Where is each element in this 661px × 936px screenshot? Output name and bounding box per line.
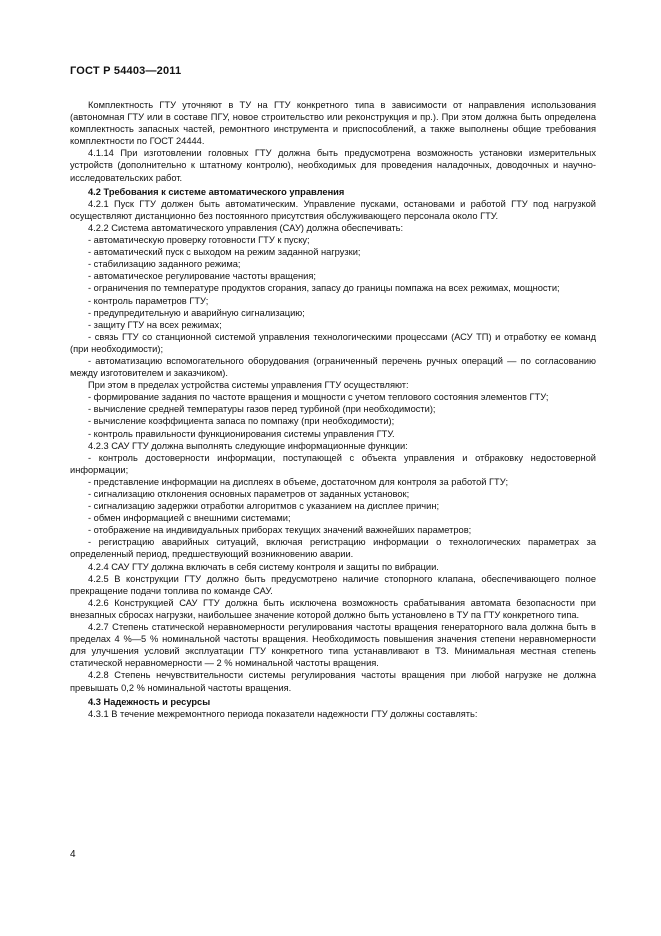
paragraph: - формирование задания по частоте вращения и мощности с учетом теплового состояния элементов ГТУ; <box>88 392 549 403</box>
paragraph: 4.2.7 Степень статической неравномерности регулирования частоты вращения генераторного вала должна быть в пределах 4 %—5 % номинальной частоты вращения. Необходимость повышения значения степени неравномерности для улучшения условий эксплуатации ГТУ конкретного типа устанавливают в ТЗ. Минимальная местная степень статической неравномерности — 2 % номинальной частоты вращения. <box>70 622 596 669</box>
paragraph: - сигнализацию отклонения основных параметров от заданных установок; <box>88 489 410 499</box>
paragraph: - защиту ГТУ на всех режимах; <box>88 319 222 330</box>
paragraph: 4.2.3 САУ ГТУ должна выполнять следующие информационные функции: <box>88 440 408 451</box>
paragraph: 4.3.1 В течение межремонтного периода показатели надежности ГТУ должны составлять: <box>88 708 478 719</box>
paragraph: - связь ГТУ со станционной системой управления технологическими процессами (АСУ ТП) и отработку ее команд (при необходимости); <box>70 331 596 354</box>
paragraph: - автоматическую проверку готовности ГТУ к пуску; <box>88 235 310 246</box>
paragraph: - стабилизацию заданного режима; <box>88 259 241 270</box>
paragraph: - контроль правильности функционирования системы управления ГТУ. <box>88 428 395 439</box>
section-heading: 4.3 Надежность и ресурсы <box>88 696 211 707</box>
paragraph: 4.2.6 Конструкцией САУ ГТУ должна быть исключена возможность срабатывания автомата безопасности при внезапных сбросах нагрузки, наибольшее значение которой должно быть установлено в ТУ па ГТУ конкретного типа. <box>70 597 596 620</box>
paragraph: - вычисление коэффициента запаса по помпажу (при необходимости); <box>88 416 395 427</box>
paragraph: - ограничения по температуре продуктов сгорания, запасу до границы помпажа на всех режимах, мощности; <box>88 283 560 294</box>
paragraph: - автоматизацию вспомогательного оборудования (ограниченный перечень ручных операций — по согласованию между изготовителем и заказчиком). <box>70 355 596 379</box>
paragraph: - предупредительную и аварийную сигнализацию; <box>88 307 305 318</box>
section-heading: 4.2 Требования к системе автоматического управления <box>88 186 345 197</box>
paragraph: При этом в пределах устройства системы управления ГТУ осуществляют: <box>88 380 409 391</box>
paragraph: 4.2.8 Степень нечувствительности системы регулирования частоты вращения при любой нагрузке не должна превышать 0,2 % номинальной частоты вращения. <box>70 670 596 693</box>
paragraph: - отображение на индивидуальных приборах текущих значений важнейших параметров; <box>88 525 472 536</box>
paragraph: 4.2.2 Система автоматического управления (САУ) должна обеспечивать: <box>88 222 404 233</box>
paragraph: - вычисление средней температуры газов перед турбиной (при необходимости); <box>88 404 436 415</box>
paragraph: - представление информации на дисплеях в объеме, достаточном для контроля за работой ГТУ; <box>88 476 509 487</box>
paragraph: 4.2.5 В конструкции ГТУ должно быть предусмотрено наличие стопорного клапана, обеспечивающего полное прекращение подачи топлива по команде САУ. <box>70 573 596 596</box>
paragraph: - автоматический пуск с выходом на режим заданной нагрузки; <box>88 247 361 258</box>
document-body <box>70 99 596 720</box>
page-number: 4 <box>70 849 76 860</box>
paragraph: Комплектность ГТУ уточняют в ТУ на ГТУ конкретного типа в зависимости от направления использования (автономная ГТУ или в составе ПГУ, новое строительство или реконструкция и пр.). При этом должна быть определена комплектность запасных частей, ремонтного инструмента и приспособлений, а также выполнены общие требования комплектности по ГОСТ 24444. <box>70 100 596 147</box>
paragraph: - автоматическое регулирование частоты вращения; <box>88 271 316 282</box>
paragraph: - контроль достоверности информации, поступающей с объекта управления и отбраковку недостоверной информации; <box>70 452 596 475</box>
paragraph: 4.2.1 Пуск ГТУ должен быть автоматическим. Управление пусками, остановами и работой ГТУ под нагрузкой осуществляют дистанционно без постоянного присутствия обслуживающего персонала около ГТУ. <box>70 198 596 221</box>
paragraph: - регистрацию аварийных ситуаций, включая регистрацию информации о технологических параметрах за определенный период, предшествующий возникновению аварии. <box>70 537 596 560</box>
paragraph: - контроль параметров ГТУ; <box>88 295 209 306</box>
paragraph: - обмен информацией с внешними системами; <box>88 513 291 524</box>
paragraph: 4.1.14 При изготовлении головных ГТУ должна быть предусмотрена возможность установки измерительных устройств (дополнительно к штатному контролю), необходимых для проведения наладочных, доводочных и научно-исследовательских работ. <box>70 148 596 183</box>
document-code-header: ГОСТ Р 54403—2011 <box>70 65 182 77</box>
paragraph: - сигнализацию задержки отработки алгоритмов с указанием на дисплее причин; <box>88 501 440 512</box>
paragraph: 4.2.4 САУ ГТУ должна включать в себя систему контроля и защиты по вибрации. <box>88 561 439 572</box>
